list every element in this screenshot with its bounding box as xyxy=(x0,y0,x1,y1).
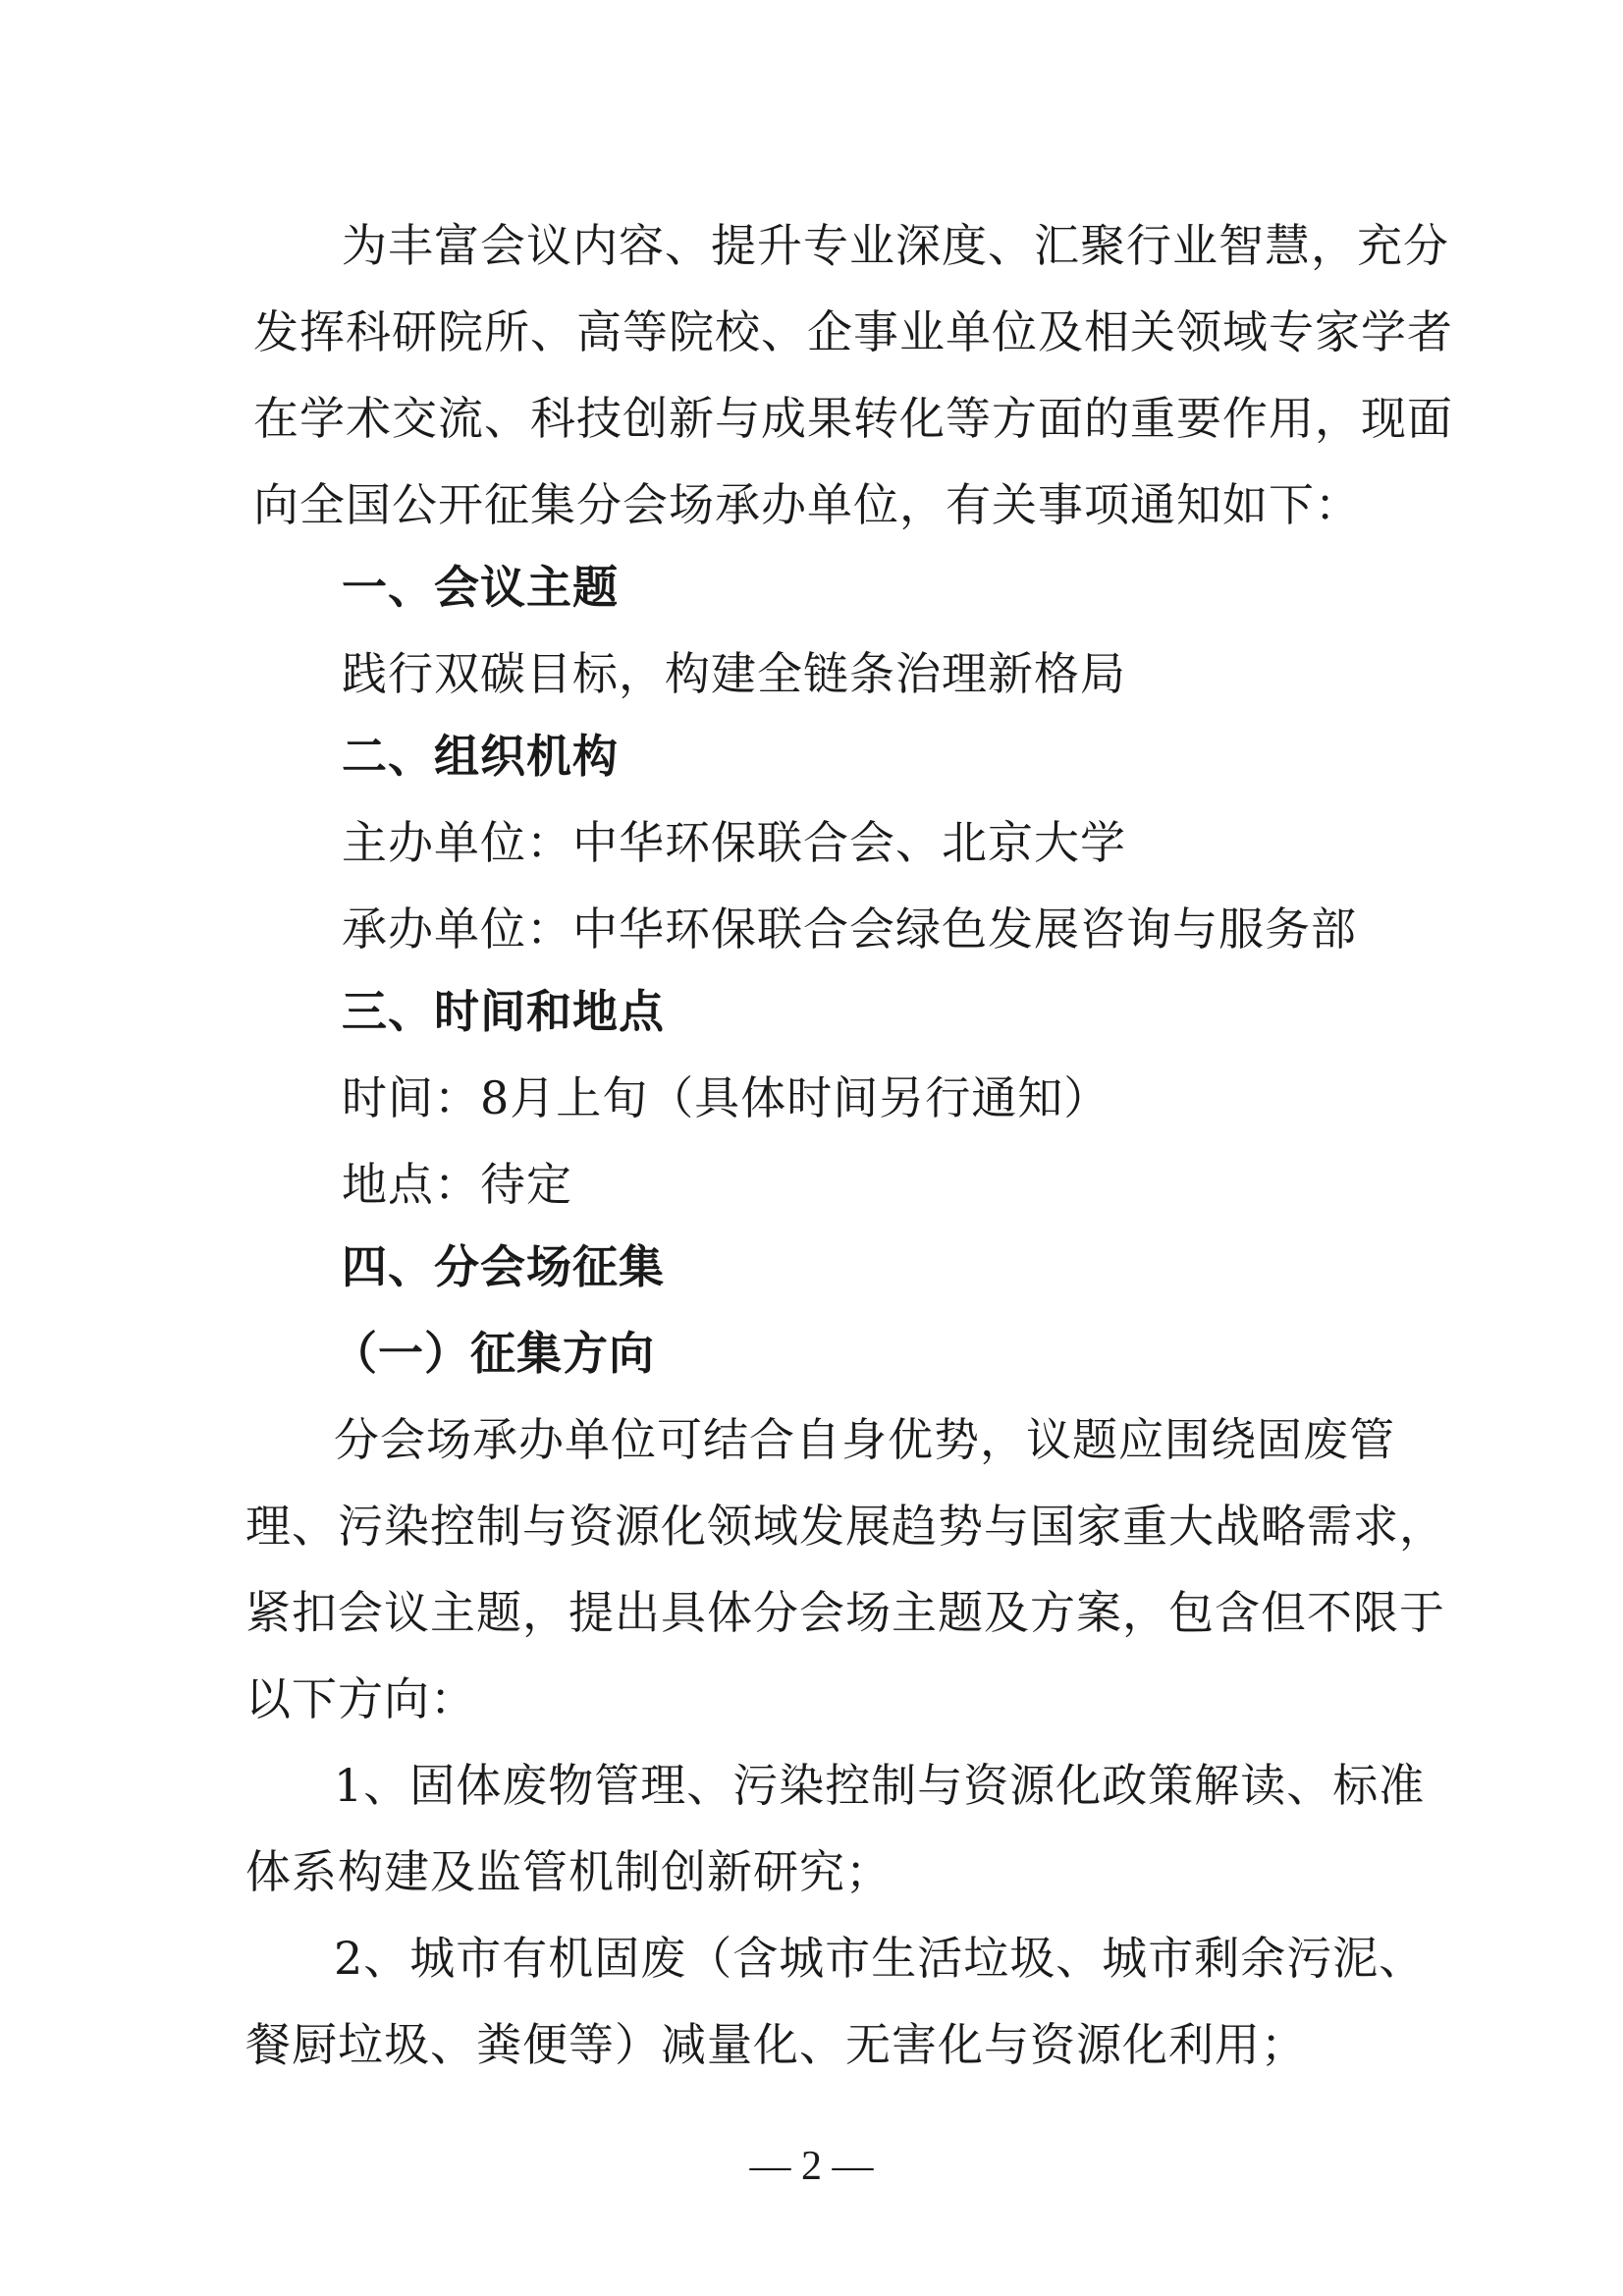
intro-line-3: 在学术交流、科技创新与成果转化等方面的重要作用，现面 xyxy=(253,392,1453,445)
place-line: 地点：待定 xyxy=(342,1158,572,1211)
item-1-line-1: 1、固体废物管理、污染控制与资源化政策解读、标准 xyxy=(334,1759,1426,1812)
section-4-heading: 四、分会场征集 xyxy=(342,1240,665,1293)
section-3-heading: 三、时间和地点 xyxy=(342,985,665,1038)
intro-line-4: 向全国公开征集分会场承办单位，有关事项通知如下： xyxy=(253,478,1361,531)
item-2-line-2: 餐厨垃圾、粪便等）减量化、无害化与资源化利用； xyxy=(245,2018,1307,2071)
section-4-para-line-3: 紧扣会议主题，提出具体分会场主题及方案，包含但不限于 xyxy=(245,1586,1445,1639)
section-4-para-line-2: 理、污染控制与资源化领域发展趋势与国家重大战略需求， xyxy=(245,1500,1445,1553)
section-1-heading: 一、会议主题 xyxy=(342,561,619,614)
item-2-line-1: 2、城市有机固废（含城市生活垃圾、城市剩余污泥、 xyxy=(334,1932,1426,1985)
item-1-line-2: 体系构建及监管机制创新研究； xyxy=(245,1845,892,1898)
organizer-unit-line: 承办单位：中华环保联合会绿色发展咨询与服务部 xyxy=(342,902,1357,956)
section-4-para-line-4: 以下方向： xyxy=(245,1672,476,1725)
page-number: — 2 — xyxy=(749,2144,874,2189)
intro-line-1: 为丰富会议内容、提升专业深度、汇聚行业智慧，充分 xyxy=(342,219,1449,272)
time-line: 时间：8月上旬（具体时间另行通知） xyxy=(342,1071,1110,1124)
subsection-1-heading: （一）征集方向 xyxy=(332,1327,655,1380)
host-unit-line: 主办单位：中华环保联合会、北京大学 xyxy=(342,816,1126,869)
section-4-para-line-1: 分会场承办单位可结合自身优势，议题应围绕固废管 xyxy=(334,1413,1395,1466)
intro-line-2: 发挥科研院所、高等院校、企事业单位及相关领域专家学者 xyxy=(253,305,1453,358)
section-2-heading: 二、组织机构 xyxy=(342,730,619,783)
section-1-body: 践行双碳目标，构建全链条治理新格局 xyxy=(342,647,1126,700)
